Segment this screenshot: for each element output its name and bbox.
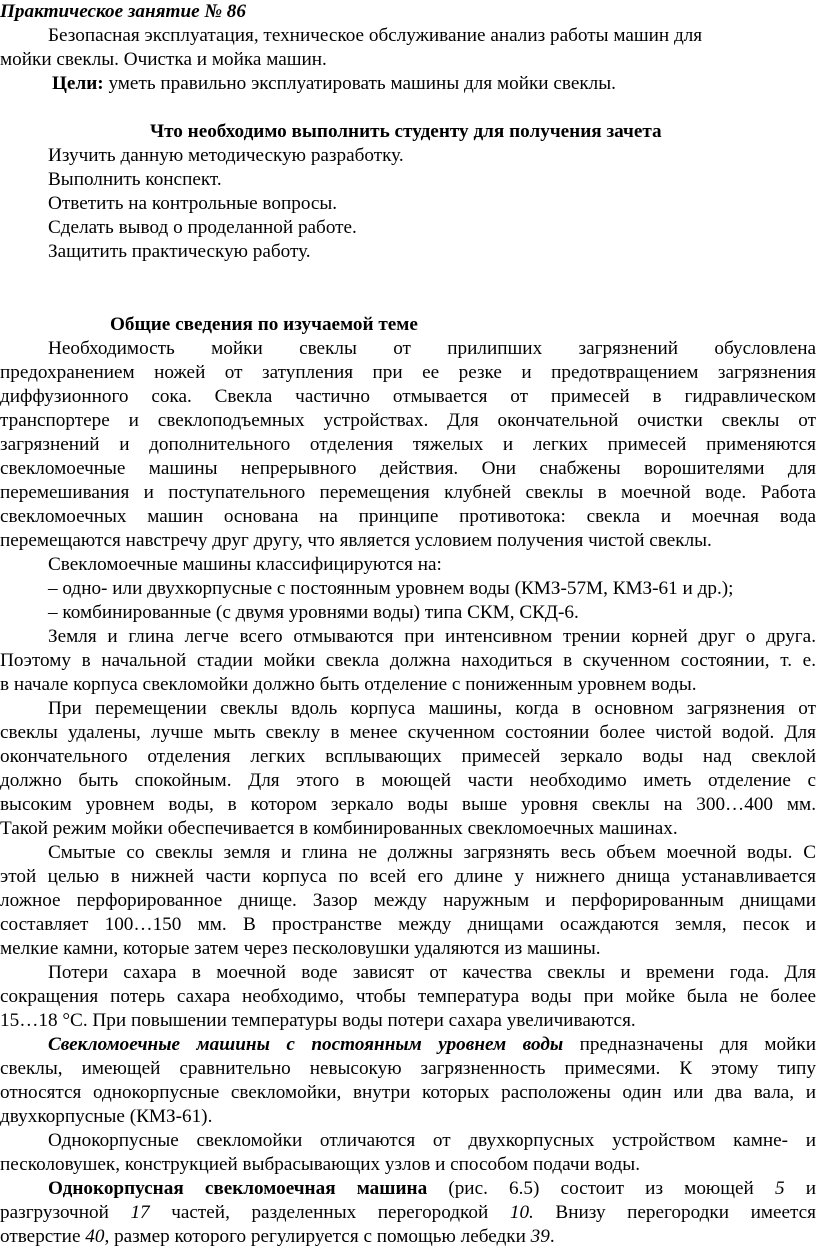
general-heading: Общие сведения по изучаемой теме bbox=[110, 314, 418, 335]
text-run: Внизу перегородки имеется bbox=[533, 1202, 816, 1223]
paragraph-line bbox=[0, 1225, 816, 1249]
ref-number: 40 bbox=[85, 1226, 105, 1247]
paragraph-line: перемешивания и поступательного перемещения клубней свеклы в моечной воде. Работа bbox=[0, 482, 816, 503]
paragraph-line: в начале корпуса свекломойки должно быть отделение с пониженным уровнем воды. bbox=[0, 674, 697, 695]
paragraph-line: свекломоечных машин основана на принципе противотока: свекла и моечная вода bbox=[0, 506, 816, 527]
paragraph-line: составляет 100…150 мм. В пространстве между днищами осаждаются земля, песок и bbox=[0, 914, 816, 935]
text-run: , размер которого регулируется с помощью лебедки bbox=[104, 1226, 531, 1247]
paragraph-line: свеклы, имеющей сравнительно невысокую загрязненность примесями. К этому типу bbox=[0, 1058, 816, 1079]
paragraph-line: песколовушек, конструкцией выбрасывающих узлов и способом подачи воды. bbox=[0, 1154, 640, 1175]
text-run: отверстие bbox=[0, 1226, 86, 1247]
list-item: – комбинированные (с двумя уровнями воды) типа СКМ, СКД-6. bbox=[48, 602, 579, 623]
goals-line bbox=[0, 72, 816, 96]
task-item: Защитить практическую работу. bbox=[48, 241, 311, 262]
paragraph-line: Такой режим мойки обеспечивается в комбинированных свекломоечных машинах. bbox=[0, 818, 678, 839]
paragraph-line: Свекломоечные машины классифицируются на: bbox=[48, 554, 442, 575]
paragraph-line: предохранением ножей от затупления при ее резке и предотвращением загрязнения bbox=[0, 362, 816, 383]
goals-text: уметь правильно эксплуатировать машины для мойки свеклы. bbox=[103, 73, 616, 94]
paragraph-line: Однокорпусные свекломойки отличаются от двухкорпусных устройством камне- и bbox=[48, 1130, 816, 1151]
task-item: Сделать вывод о проделанной работе. bbox=[48, 217, 357, 238]
list-item: – одно- или двухкорпусные с постоянным уровнем воды (КМЗ-57М, КМЗ-61 и др.); bbox=[48, 578, 734, 599]
paragraph-line: высоким уровнем воды, в котором зеркало воды выше уровня свеклы на 300…400 мм. bbox=[0, 794, 816, 815]
paragraph-line: 15…18 °С. При повышении температуры воды потери сахара увеличиваются. bbox=[0, 1010, 636, 1031]
paragraph-line: Земля и глина легче всего отмываются при интенсивном трении корней друг о друга. bbox=[48, 626, 816, 647]
paragraph-line: Поэтому в начальной стадии мойки свекла должна находиться в скученном состоянии, т. е. bbox=[0, 650, 816, 671]
topic-line-1: Безопасная эксплуатация, техническое обслуживание анализ работы машин для bbox=[48, 25, 703, 46]
paragraph-line: свеклы удалены, лучше мыть свеклу в менее скученном состоянии более чистой водой. Для bbox=[0, 722, 816, 743]
ref-number: 5 bbox=[774, 1178, 785, 1199]
task-item: Изучить данную методическую разработку. bbox=[48, 145, 404, 166]
paragraph-line: ложное перфорированное днище. Зазор между наружным и перфорированным днищами bbox=[0, 890, 816, 911]
text-run: (рис. 6.5) состоит из моющей bbox=[427, 1178, 775, 1199]
task-item: Ответить на контрольные вопросы. bbox=[48, 193, 338, 214]
paragraph-line: Смытые со свеклы земля и глина не должны загрязнять весь объем моечной воды. С bbox=[48, 842, 816, 863]
paragraph-line: При перемещении свеклы вдоль корпуса машины, когда в основном загрязнения от bbox=[48, 698, 816, 719]
goals-label: Цели: bbox=[52, 73, 104, 94]
text-run: и bbox=[784, 1178, 816, 1199]
text-run: разгрузочной bbox=[0, 1202, 131, 1223]
ref-number: 39 bbox=[530, 1226, 550, 1247]
paragraph-line: Потери сахара в моечной воде зависят от качества свеклы и времени года. Для bbox=[48, 962, 816, 983]
paragraph-line: свекломоечные машины непрерывного действия. Они снабжены ворошителями для bbox=[0, 458, 816, 479]
paragraph-line: двухкорпусные (КМЗ-61). bbox=[0, 1106, 213, 1127]
term-constant-level: Свекломоечные машины с постоянным уровнем воды bbox=[48, 1034, 564, 1055]
topic-line-2: мойки свеклы. Очистка и мойка машин. bbox=[0, 49, 327, 70]
text-run: частей, разделенных перегородкой bbox=[149, 1202, 510, 1223]
paragraph-line: Необходимость мойки свеклы от прилипших загрязнений обусловлена bbox=[48, 338, 816, 359]
paragraph-line: диффузионного сока. Свекла частично отмывается от примесей в гидравлическом bbox=[0, 386, 816, 407]
ref-number: 10. bbox=[509, 1202, 534, 1223]
tasks-heading: Что необходимо выполнить студенту для получения зачета bbox=[150, 121, 662, 142]
paragraph-line: этой целью в нижней части корпуса по всей его длине у нижнего днища устанавливается bbox=[0, 866, 816, 887]
paragraph-line: мелкие камни, которые затем через песколовушки удаляются из машины. bbox=[0, 938, 601, 959]
paragraph-line: перемещаются навстречу друг другу, что является условием получения чистой свеклы. bbox=[0, 530, 712, 551]
paragraph-line: должно быть спокойным. Для этого в моющей части необходимо иметь отделение с bbox=[0, 770, 816, 791]
term-single-body: Однокорпусная свекломоечная машина bbox=[48, 1178, 428, 1199]
task-item: Выполнить конспект. bbox=[48, 169, 222, 190]
paragraph-line: относятся однокорпусные свекломойки, внутри которых расположены один или два вала, и bbox=[0, 1082, 816, 1103]
paragraph-line bbox=[0, 1201, 816, 1225]
ref-number: 17 bbox=[130, 1202, 150, 1223]
lesson-title: Практическое занятие № 86 bbox=[0, 1, 246, 22]
text-run: . bbox=[549, 1226, 555, 1247]
paragraph-line: транспортере и свеклоподъемных устройствах. Для окончательной очистки свеклы от bbox=[0, 410, 816, 431]
paragraph-line: окончательного отделения легких всплывающих примесей зеркало воды над свеклой bbox=[0, 746, 816, 767]
text-run: предназначены для мойки bbox=[563, 1034, 816, 1055]
paragraph-line bbox=[0, 1177, 816, 1201]
paragraph-line: сокращения потерь сахара необходимо, чтобы температура воды при мойке была не более bbox=[0, 986, 816, 1007]
paragraph-line bbox=[0, 1033, 816, 1057]
paragraph-line: загрязнений и дополнительного отделения тяжелых и легких примесей применяются bbox=[0, 434, 816, 455]
